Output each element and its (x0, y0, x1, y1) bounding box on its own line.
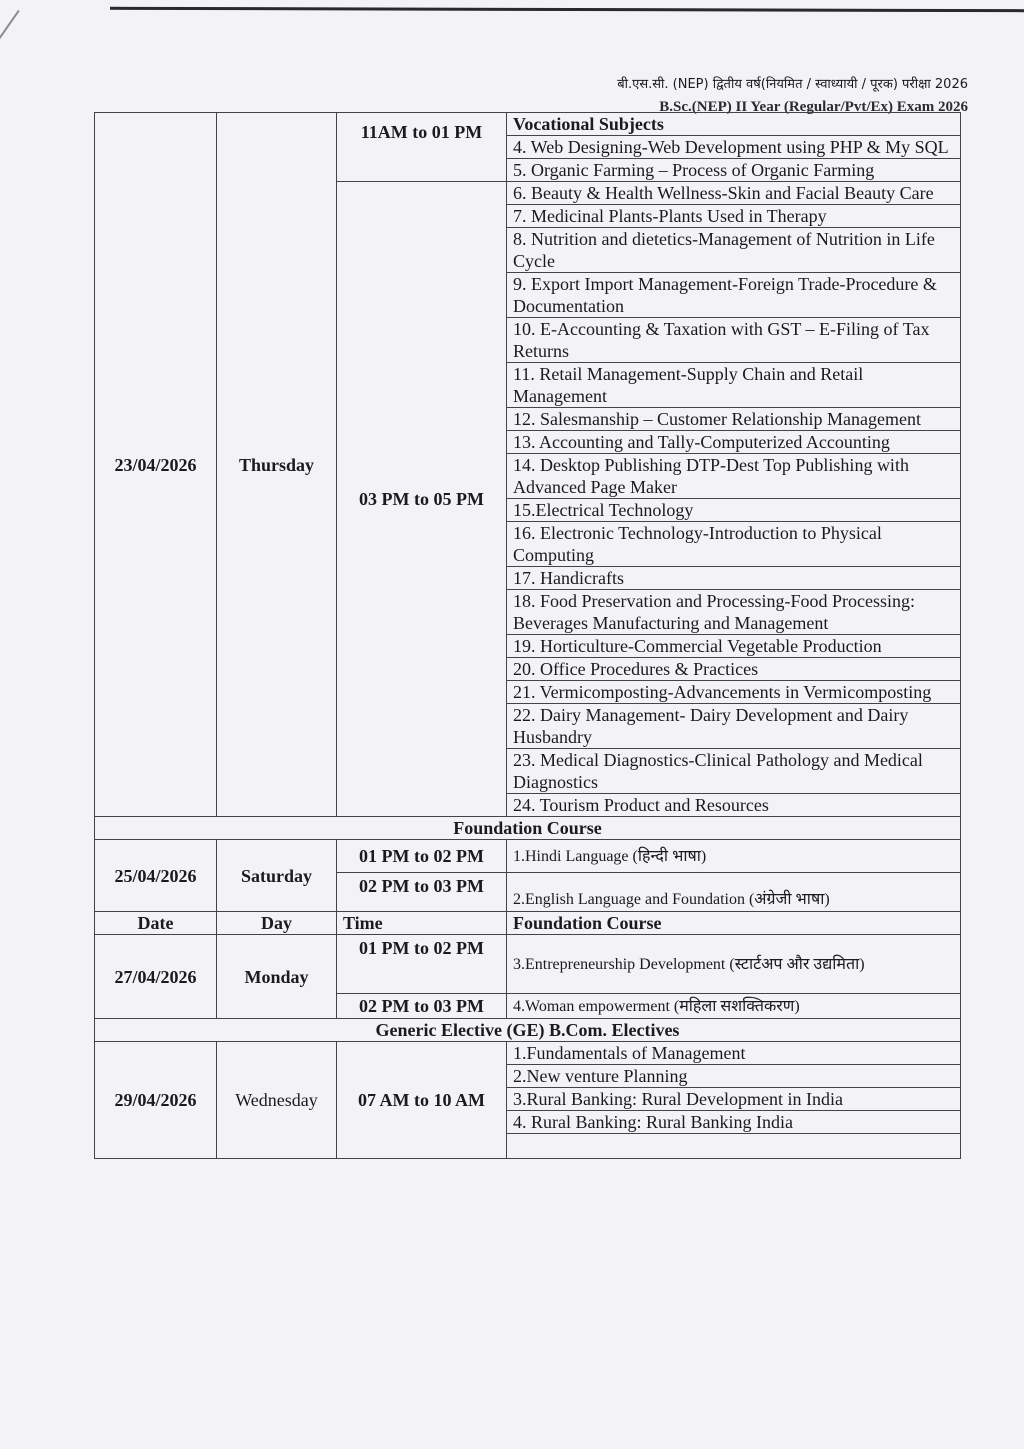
section-heading: Generic Elective (GE) B.Com. Electives (95, 1019, 961, 1042)
subject-cell: 23. Medical Diagnostics-Clinical Pathology and Medical Diagnostics (507, 749, 961, 794)
table-row (95, 817, 961, 840)
subject-cell: 14. Desktop Publishing DTP-Dest Top Publishing with Advanced Page Maker (507, 454, 961, 499)
exam-day: Monday (217, 935, 337, 1019)
table-row (95, 840, 961, 873)
table-row (95, 113, 961, 136)
subject-cell: 22. Dairy Management- Dairy Development and Dairy Husbandry (507, 704, 961, 749)
exam-schedule-table (94, 112, 961, 1159)
subject-cell (507, 873, 961, 912)
column-header-time: Time (337, 912, 507, 935)
page-corner-fold (0, 10, 20, 109)
subject-cell: 21. Vermicomposting-Advancements in Vermicomposting (507, 681, 961, 704)
subject-cell: 13. Accounting and Tally-Computerized Accounting (507, 431, 961, 454)
subject-cell (507, 840, 961, 873)
subject-text: 3.Entrepreneurship Development (स्टार्टअप और उद्यमिता) (513, 956, 865, 973)
exam-date: 23/04/2026 (95, 113, 217, 817)
section-heading: Foundation Course (95, 817, 961, 840)
subject-cell: 4. Web Designing-Web Development using PHP & My SQL (507, 136, 961, 159)
subject-cell: 3.Rural Banking: Rural Development in India (507, 1088, 961, 1111)
header-hindi: बी.एस.सी. (NEP) द्वितीय वर्ष(नियमित / स्वाध्यायी / पूरक) परीक्षा 2026 (617, 77, 968, 92)
exam-time: 01 PM to 02 PM (337, 840, 507, 873)
subject-cell (507, 935, 961, 994)
subject-cell (507, 994, 961, 1019)
subject-cell: 18. Food Preservation and Processing-Food Processing: Beverages Manufacturing and Management (507, 590, 961, 635)
subject-cell: 1.Fundamentals of Management (507, 1042, 961, 1065)
subject-cell: 19. Horticulture-Commercial Vegetable Production (507, 635, 961, 658)
subject-cell: 15.Electrical Technology (507, 499, 961, 522)
subject-cell: 9. Export Import Management-Foreign Trade-Procedure & Documentation (507, 273, 961, 318)
subject-text: 1.Hindi Language (हिन्दी भाषा) (513, 848, 707, 865)
exam-day: Wednesday (217, 1042, 337, 1159)
subject-text: 4.Woman empowerment (महिला सशक्तिकरण) (513, 998, 800, 1015)
subject-cell: 17. Handicrafts (507, 567, 961, 590)
exam-date: 29/04/2026 (95, 1042, 217, 1159)
subject-cell: 6. Beauty & Health Wellness-Skin and Facial Beauty Care (507, 182, 961, 205)
column-header-day: Day (217, 912, 337, 935)
exam-time: 02 PM to 03 PM (337, 873, 507, 912)
subject-cell: 16. Electronic Technology-Introduction to Physical Computing (507, 522, 961, 567)
subject-cell: 5. Organic Farming – Process of Organic Farming (507, 159, 961, 182)
column-header-date: Date (95, 912, 217, 935)
subject-cell: 8. Nutrition and dietetics-Management of Nutrition in Life Cycle (507, 228, 961, 273)
subject-cell: 10. E-Accounting & Taxation with GST – E-Filing of Tax Returns (507, 318, 961, 363)
table-row (95, 1042, 961, 1065)
exam-day: Thursday (217, 113, 337, 817)
header-english: B.Sc.(NEP) II Year (Regular/Pvt/Ex) Exam 2026 (659, 99, 968, 115)
subject-cell: 11. Retail Management-Supply Chain and Retail Management (507, 363, 961, 408)
exam-time: 01 PM to 02 PM (337, 935, 507, 994)
table-row (95, 1019, 961, 1042)
subject-cell: 12. Salesmanship – Customer Relationship Management (507, 408, 961, 431)
exam-date: 27/04/2026 (95, 935, 217, 1019)
subject-cell: 20. Office Procedures & Practices (507, 658, 961, 681)
exam-time: 03 PM to 05 PM (337, 182, 507, 817)
page-top-edge (110, 7, 1024, 12)
subject-cell: 24. Tourism Product and Resources (507, 794, 961, 817)
subject-cell: 2.New venture Planning (507, 1065, 961, 1088)
exam-time: 11AM to 01 PM (337, 113, 507, 182)
subject-cell: 7. Medicinal Plants-Plants Used in Therapy (507, 205, 961, 228)
table-row (95, 912, 961, 935)
subject-text: 2.English Language and Foundation (अंग्रेजी भाषा) (513, 891, 830, 908)
empty-cell (507, 1134, 961, 1159)
table-row (95, 935, 961, 994)
exam-time: 07 AM to 10 AM (337, 1042, 507, 1159)
section-heading: Vocational Subjects (507, 113, 961, 136)
exam-time: 02 PM to 03 PM (337, 994, 507, 1019)
exam-day: Saturday (217, 840, 337, 912)
column-header-course: Foundation Course (507, 912, 961, 935)
exam-date: 25/04/2026 (95, 840, 217, 912)
subject-cell: 4. Rural Banking: Rural Banking India (507, 1111, 961, 1134)
